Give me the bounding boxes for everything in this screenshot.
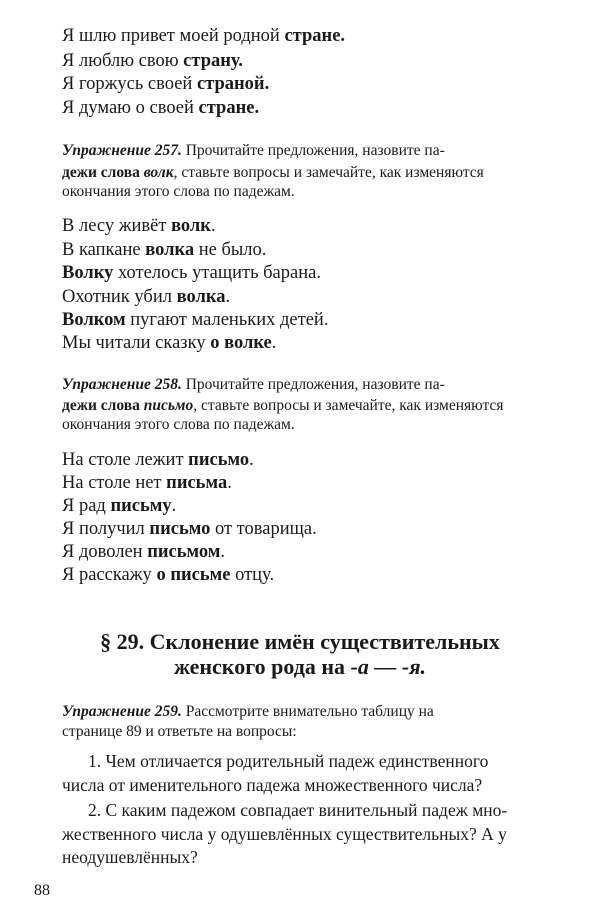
sentence-line: В лесу живёт волк. xyxy=(62,216,216,236)
question-2-line: неодушевлённых? xyxy=(62,847,198,867)
exercise-259-instruction: Упражнение 259. Рассмотрите внимательно таблицу на xyxy=(62,703,434,720)
sentence-line: Волком пугают маленьких детей. xyxy=(62,310,329,330)
sentence-line: В капкане волка не было. xyxy=(62,240,267,260)
sentence-line: Я шлю привет моей родной стране. xyxy=(62,26,346,46)
section-heading-line2: женского рода на -а — -я. xyxy=(173,654,427,679)
sentence-line: Мы читали сказку о волке. xyxy=(62,333,277,353)
exercise-257-instruction: Упражнение 257. Прочитайте предложения, назовите па- xyxy=(62,142,445,159)
exercise-258-instruction-line: окончания этого слова по падежам. xyxy=(62,416,295,433)
sentence-line: Охотник убил волка. xyxy=(62,287,231,307)
sentence-line: Я люблю свою страну. xyxy=(62,51,243,71)
question-2: 2. С каким падежом совпадает винительный падеж мно- xyxy=(88,800,508,820)
question-2-line: жественного числа у одушевлённых существительных? А у xyxy=(62,824,507,844)
sentence-line: На столе лежит письмо. xyxy=(62,450,254,470)
question-1: 1. Чем отличается родительный падеж единственного xyxy=(88,751,489,771)
exercise-257-instruction-line: дежи слова волк, ставьте вопросы и замечайте, как изменяются xyxy=(62,164,484,181)
sentence-line: Я рад письму. xyxy=(62,496,177,516)
exercise-258-instruction-line: дежи слова письмо, ставьте вопросы и замечайте, как изменяются xyxy=(62,397,504,414)
exercise-259-instruction-line: странице 89 и ответьте на вопросы: xyxy=(62,723,297,740)
section-heading: § 29. Склонение имён существительных xyxy=(100,629,500,654)
sentence-line: Я думаю о своей стране. xyxy=(62,98,260,118)
sentence-line: Я получил письмо от товарища. xyxy=(62,519,317,539)
sentence-line: Волку хотелось утащить барана. xyxy=(62,263,321,283)
exercise-258-instruction: Упражнение 258. Прочитайте предложения, назовите па- xyxy=(62,376,445,393)
sentence-line: Я расскажу о письме отцу. xyxy=(62,565,275,585)
exercise-257-instruction-line: окончания этого слова по падежам. xyxy=(62,183,295,200)
question-1-line: числа от именительного падежа множественного числа? xyxy=(62,775,483,795)
sentence-line: Я горжусь своей страной. xyxy=(62,74,270,94)
page-number: 88 xyxy=(34,882,50,899)
sentence-line: На столе нет письма. xyxy=(62,473,232,493)
sentence-line: Я доволен письмом. xyxy=(62,542,226,562)
